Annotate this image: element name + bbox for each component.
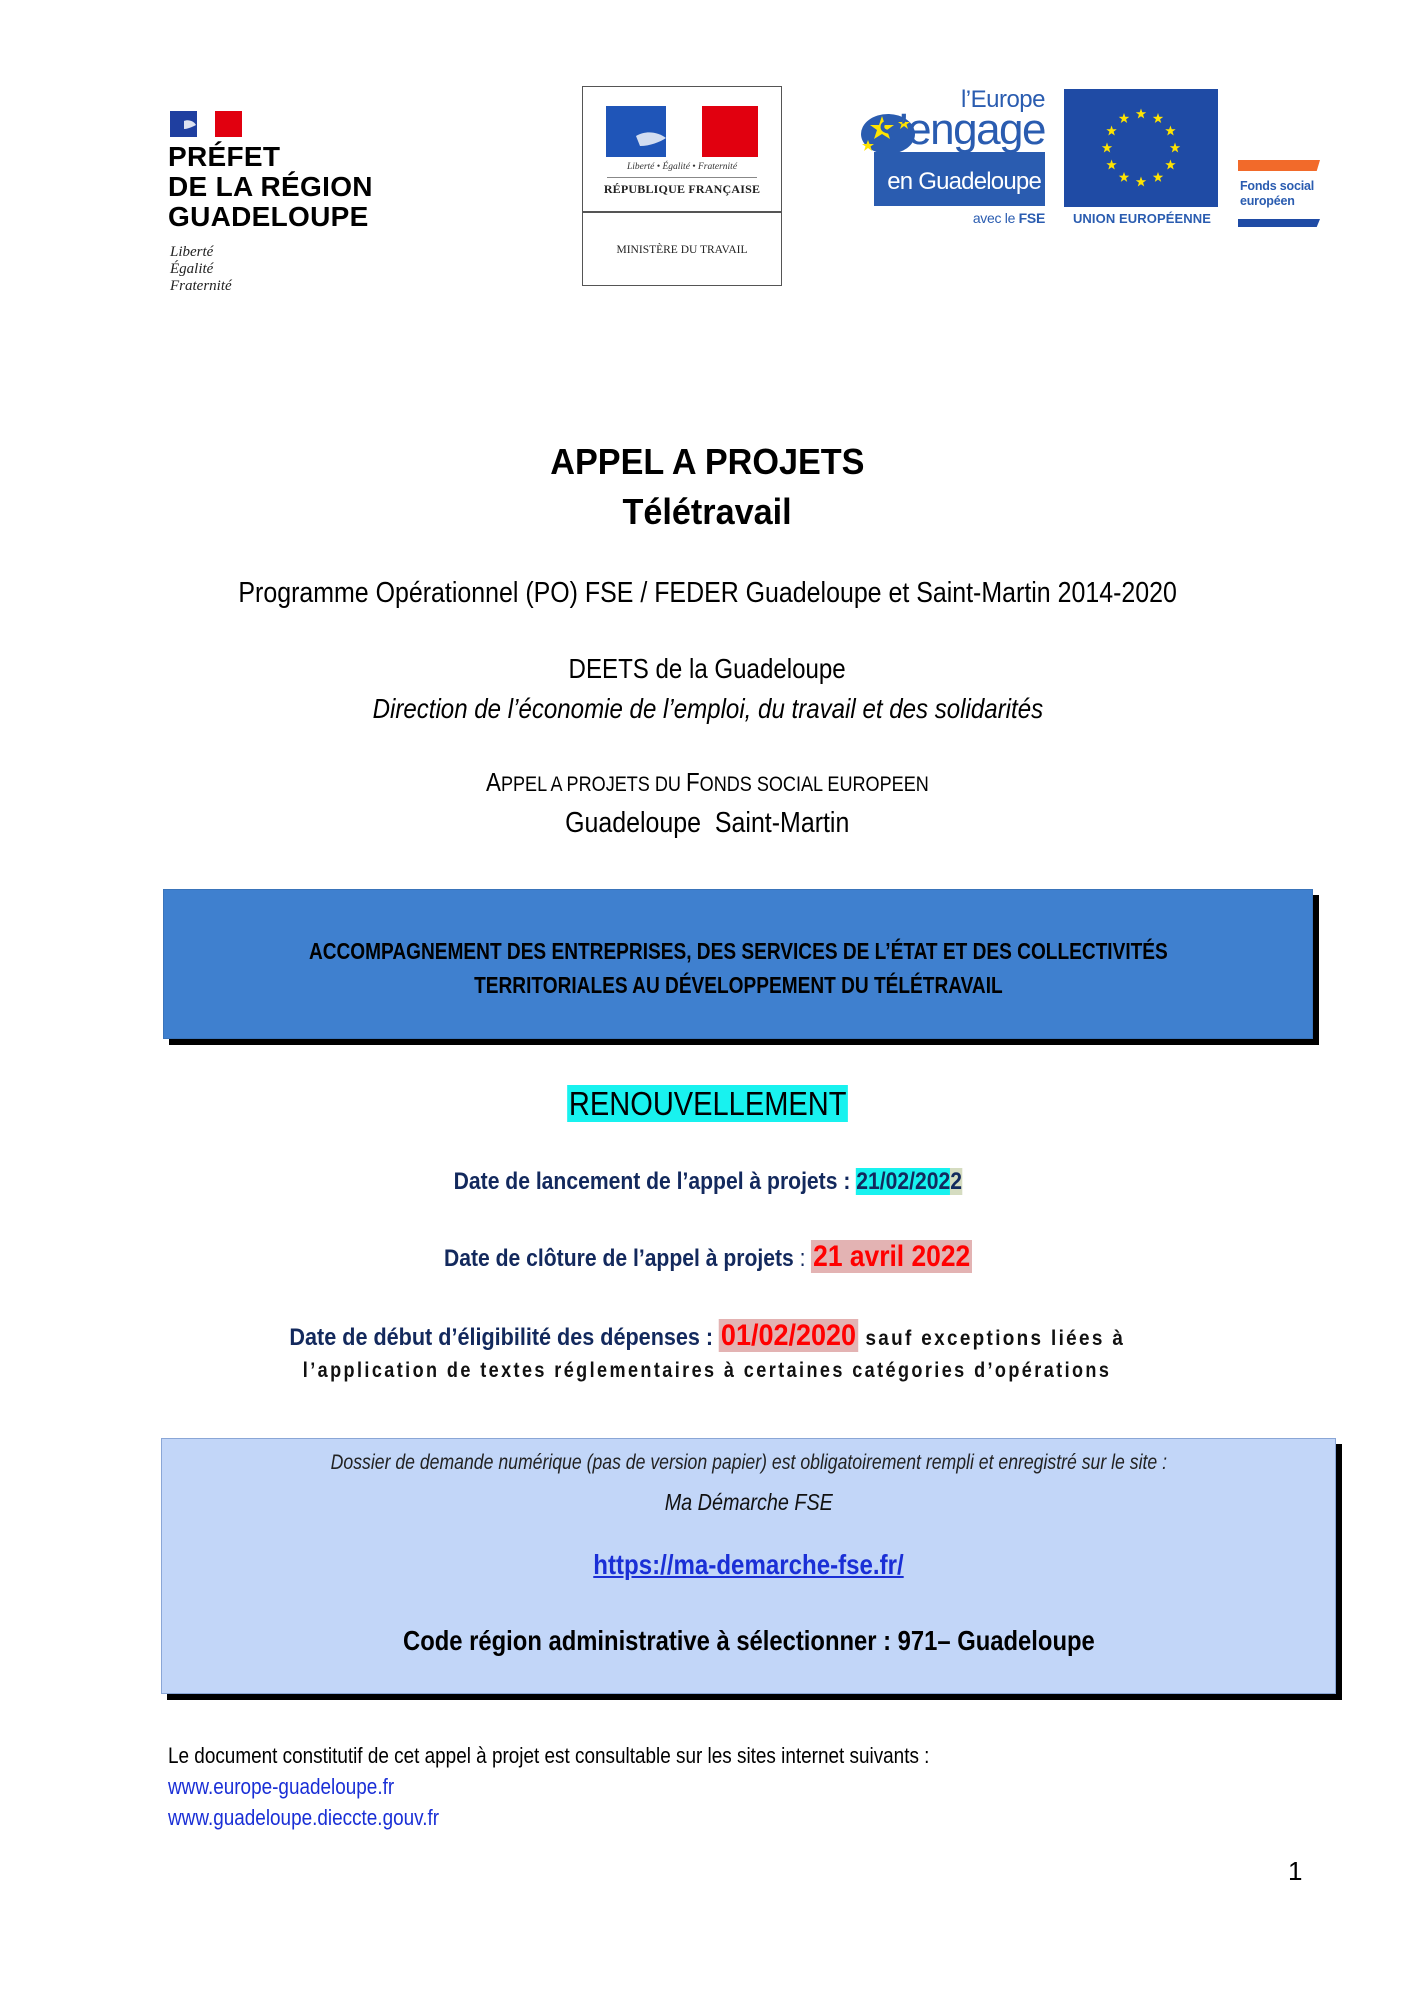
appel-fse-text <box>486 766 929 801</box>
eligibility-exceptions-line-2 <box>0 1356 1415 1386</box>
eligibility-exceptions-2: l’application de textes réglementaires à certaines catégories d’opérations <box>303 1359 1112 1382</box>
platform-name-text: Ma Démarche FSE <box>664 1489 833 1515</box>
sc-small: PPEL A PROJETS DU <box>501 773 687 796</box>
link-europe-guadeloupe-text: www.europe-guadeloupe.fr <box>168 1774 395 1799</box>
dossier-instructions-text: Dossier de demande numérique (pas de version papier) est obligatoirement rempli et enregistré sur le site : <box>330 1451 1167 1474</box>
eligibility-date-value: 01/02/2020 <box>721 1319 857 1352</box>
link-dieccte-guadeloupe[interactable] <box>168 1804 483 1832</box>
logo-europe-s-engage <box>852 86 1047 231</box>
renewal-badge <box>0 1082 1415 1126</box>
marianne-flag-icon <box>170 111 242 137</box>
close-date-separator: : <box>793 1245 811 1272</box>
union-europeenne-label: UNION EUROPÉENNE <box>1072 211 1212 226</box>
launch-date-value: 21/02/202 <box>855 1168 950 1195</box>
eligibility-exceptions-1: sauf exceptions liées à <box>858 1327 1126 1350</box>
close-date-line <box>0 1238 1415 1278</box>
marianne-flag-icon <box>606 106 758 157</box>
eligibility-date-label: Date de début d’éligibilité des dépenses : <box>289 1324 720 1351</box>
footer-note <box>168 1742 1053 1770</box>
banner-line-1-text: ACCOMPAGNEMENT DES ENTREPRISES, DES SERVICES DE L’ÉTAT ET DES COLLECTIVITÉS <box>308 938 1168 964</box>
eu-flag-icon <box>1064 89 1218 207</box>
subtitle-text: Télétravail <box>622 491 793 532</box>
avec-le-text: avec le <box>972 210 1019 226</box>
page-title <box>0 440 1415 484</box>
banner-line-2 <box>164 971 1312 999</box>
appel-fse-line <box>0 766 1415 801</box>
dossier-instructions <box>162 1451 1335 1475</box>
fse-blue-bar <box>1238 219 1320 227</box>
link-dieccte-guadeloupe-text: www.guadeloupe.dieccte.gouv.fr <box>168 1805 440 1830</box>
footer-note-text: Le document constitutif de cet appel à projet est consultable sur les sites internet suivants : <box>168 1743 930 1768</box>
prefet-line-1: PRÉFET <box>168 141 281 172</box>
logo-divider <box>583 211 781 213</box>
page-subtitle <box>0 490 1415 534</box>
launch-date-value-end: 2 <box>949 1168 962 1195</box>
engage-line-3: en Guadeloupe <box>887 168 1041 195</box>
region-code <box>162 1625 1335 1657</box>
page-number: 1 <box>1288 1856 1303 1886</box>
fse-line-2: européen <box>1240 194 1295 208</box>
fse-brand: FSE <box>1018 210 1045 226</box>
engage-line-4 <box>973 210 1045 226</box>
logo-prefet-region-guadeloupe <box>168 110 408 300</box>
logo-fonds-social-europeen <box>1238 160 1322 230</box>
logo-ministere-du-travail <box>582 86 782 286</box>
deets-line <box>0 652 1415 686</box>
launch-date-line <box>0 1165 1415 1199</box>
motto-egalite: Égalité <box>170 261 214 277</box>
direction-text: Direction de l’économie de l’emploi, du travail et des solidarités <box>372 693 1043 724</box>
platform-link[interactable]: https://ma-demarche-fse.fr/ <box>593 1549 904 1580</box>
republique-francaise: RÉPUBLIQUE FRANÇAISE <box>603 182 761 196</box>
logo-union-europeenne <box>1064 89 1220 231</box>
deets-text: DEETS de la Guadeloupe <box>568 653 847 684</box>
engage-line-1: l’Europe <box>960 86 1045 113</box>
motto-rule <box>607 177 757 178</box>
ministere-motto: Liberté • Égalité • Fraternité <box>626 162 738 172</box>
prefet-line-2: DE LA RÉGION <box>168 171 373 202</box>
fse-orange-bar <box>1238 160 1320 171</box>
submission-info-box <box>161 1438 1336 1694</box>
direction-line <box>0 692 1415 726</box>
close-date-label: Date de clôture de l’appel à projets <box>443 1245 794 1272</box>
fse-text <box>1240 179 1314 209</box>
close-date-value: 21 avril 2022 <box>812 1240 970 1273</box>
platform-name <box>162 1489 1335 1516</box>
programme-line <box>0 575 1415 611</box>
engage-line-2: s’engage <box>878 105 1045 154</box>
fse-line-1: Fonds social <box>1240 179 1315 193</box>
region-line <box>0 805 1415 841</box>
region-code-text: Code région administrative à sélectionner : 971– Guadeloupe <box>402 1625 1095 1656</box>
theme-banner <box>163 889 1313 1039</box>
launch-date-label: Date de lancement de l’appel à projets : <box>453 1168 856 1195</box>
sc-small: ONDS SOCIAL EUROPEEN <box>699 773 929 796</box>
banner-line-2-text: TERRITORIALES AU DÉVELOPPEMENT DU TÉLÉTRAVAIL <box>473 972 1003 998</box>
link-europe-guadeloupe[interactable] <box>168 1773 431 1801</box>
eligibility-date-line <box>0 1318 1415 1357</box>
prefet-line-3: GUADELOUPE <box>168 201 369 232</box>
motto-liberte: Liberté <box>170 244 214 260</box>
renewal-text: RENOUVELLEMENT <box>568 1085 847 1122</box>
ministere-name: MINISTÈRE DU TRAVAIL <box>616 244 748 256</box>
title-text: APPEL A PROJETS <box>550 441 865 482</box>
sc-cap: F <box>686 767 700 797</box>
region-text: Guadeloupe Saint-Martin <box>565 807 850 839</box>
platform-url <box>162 1549 1335 1581</box>
banner-line-1 <box>164 937 1312 965</box>
sc-cap: A <box>486 767 502 797</box>
motto-fraternite: Fraternité <box>170 278 232 294</box>
programme-text: Programme Opérationnel (PO) FSE / FEDER Guadeloupe et Saint-Martin 2014-2020 <box>238 577 1177 609</box>
